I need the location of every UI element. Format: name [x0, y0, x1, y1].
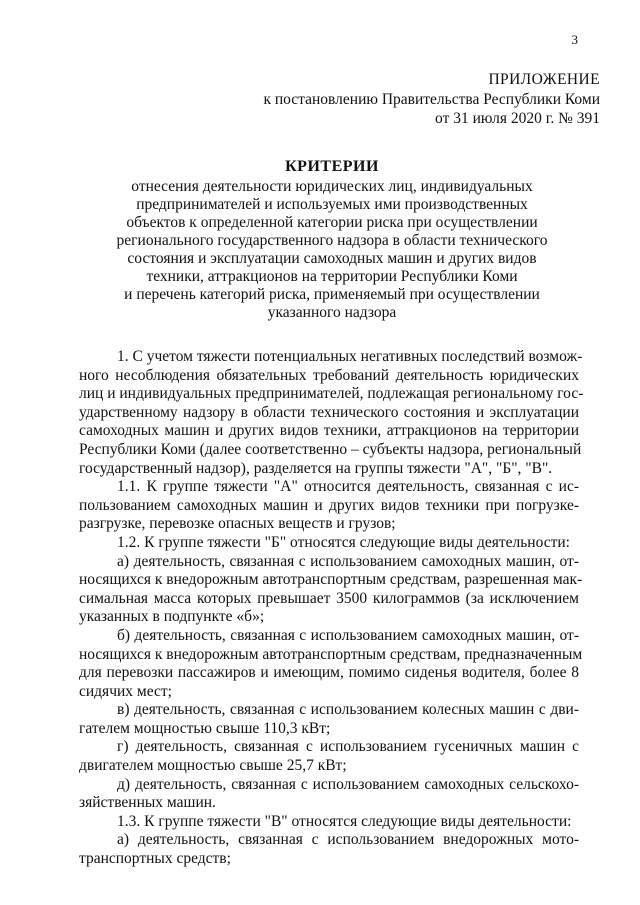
subtitle-line: и перечень категорий риска, применяемый при осуществлении — [124, 286, 540, 303]
body-line: а) деятельность, связанная с использованием внедорожных мото- — [117, 831, 579, 849]
body-line: 1.1. К группе тяжести "А" относится деятельность, связанная с ис- — [117, 478, 579, 496]
body-line: д) деятельность, связанная с использованием самоходных сельскохо- — [117, 775, 579, 793]
body-line: самоходных машин и других видов техники, аттракционов на территории — [79, 422, 579, 440]
body-line: для перевозки пассажиров и имеющим, помимо сиденья водителя, более 8 — [79, 664, 579, 682]
body-line: гателем мощностью свыше 110,3 кВт; — [79, 719, 331, 737]
body-line: симальная масса которых превышает 3500 килограммов (за исключением — [79, 589, 579, 607]
appendix-header — [263, 70, 600, 129]
body-line: 1.2. К группе тяжести "Б" относятся следующие виды деятельности: — [117, 533, 570, 551]
body-line: носящихся к внедорожным автотранспортным средствам, предназначенным — [79, 645, 583, 663]
body-line: зяйственных машин. — [79, 794, 216, 812]
body-line: указанных в подпункте «б»; — [79, 608, 265, 626]
body-line: сидячих мест; — [79, 682, 172, 700]
body-line: пользованием самоходных машин и других видов техники при погрузке- — [79, 496, 579, 514]
document-title: КРИТЕРИИ — [285, 158, 379, 175]
subtitle-line: указанного надзора — [267, 304, 397, 321]
body-line: государственный надзор), разделяется на группы тяжести "А", "Б", "В". — [79, 459, 553, 477]
body-line: разгрузке, перевозке опасных веществ и грузов; — [79, 515, 396, 533]
title-block — [40, 156, 624, 322]
subtitle-line: объектов к определенной категории риска при осуществлении — [126, 214, 538, 231]
page-number: 3 — [571, 32, 578, 47]
body-line: в) деятельность, связанная с использованием колесных машин с дви- — [117, 701, 579, 719]
subtitle-line: техники, аттракционов на территории Республики Коми — [146, 268, 518, 285]
document-subtitle — [40, 178, 624, 322]
document-body — [79, 348, 584, 869]
subtitle-line: предпринимателей и используемых ими производственных — [136, 196, 528, 213]
body-line: лиц и индивидуальных предпринимателей, подлежащая региональному гос- — [79, 385, 584, 403]
subtitle-line: отнесения деятельности юридических лиц, индивидуальных — [131, 178, 533, 195]
body-line: г) деятельность, связанная с использованием гусеничных машин с — [117, 738, 579, 756]
subtitle-line: состояния и эксплуатации самоходных машин и других видов — [127, 250, 537, 267]
body-line: а) деятельность, связанная с использованием самоходных машин, от- — [117, 552, 579, 570]
body-line: ного несоблюдения обязательных требований деятельность юридических — [79, 366, 579, 384]
body-line: Республики Коми (далее соответственно – субъекты надзора, региональный — [79, 440, 582, 458]
body-line: носящихся к внедорожным автотранспортным средствам, разрешенная мак- — [79, 571, 583, 589]
subtitle-line: регионального государственного надзора в области технического — [116, 232, 548, 249]
body-line: транспортных средств; — [79, 850, 231, 868]
body-line: двигателем мощностью свыше 25,7 кВт; — [79, 757, 347, 775]
appendix-date-line: от 31 июля 2020 г. № 391 — [435, 110, 600, 127]
body-line: б) деятельность, связанная с использованием самоходных машин, от- — [117, 626, 579, 644]
appendix-title: ПРИЛОЖЕНИЕ — [488, 71, 600, 88]
body-line: 1.3. К группе тяжести "В" относятся следующие виды деятельности: — [117, 812, 572, 830]
body-line: ударственному надзору в области технического состояния и эксплуатации — [79, 403, 579, 421]
appendix-resolution-line: к постановлению Правительства Республики Коми — [263, 90, 600, 108]
body-line: 1. С учетом тяжести потенциальных негативных последствий возмож- — [117, 348, 583, 365]
